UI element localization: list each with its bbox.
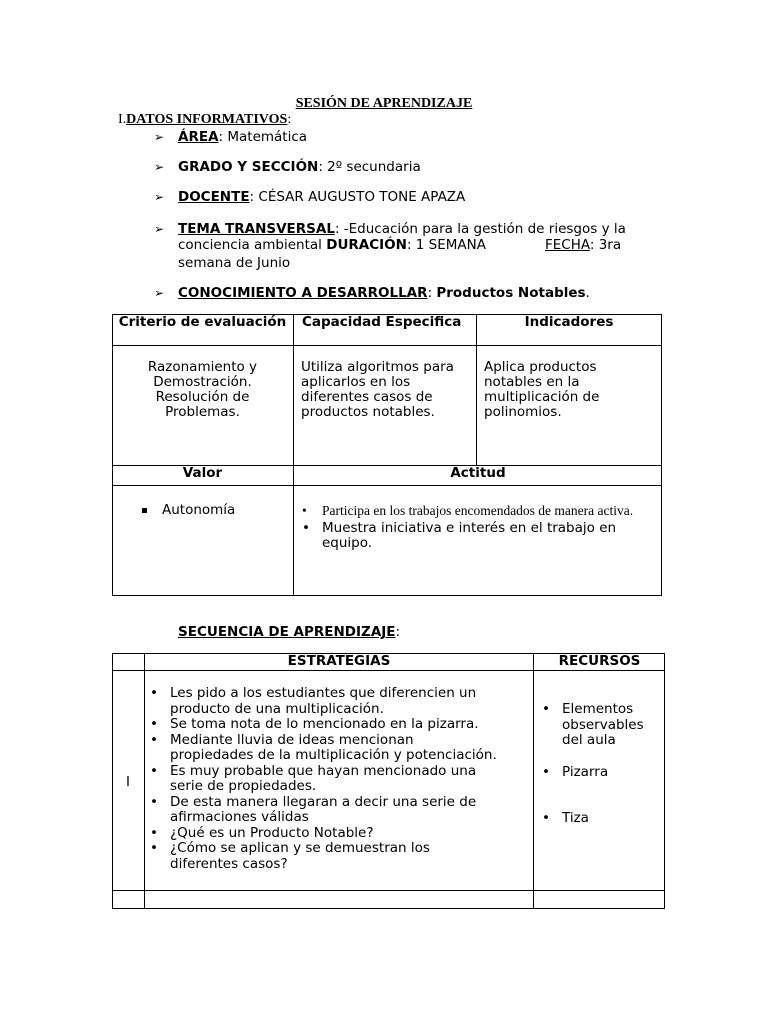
bullet-icon: • <box>542 763 550 780</box>
bullet-icon: • <box>150 840 158 856</box>
header-indicadores: Indicadores <box>524 314 614 330</box>
bullet-icon: • <box>150 762 158 779</box>
recursos-list <box>540 702 660 827</box>
secuencia-table <box>112 653 665 909</box>
valor-list <box>140 503 290 519</box>
arrow-bullet-icon: ➢ <box>154 222 165 236</box>
list-item: • Elementos observables del aula <box>542 701 644 748</box>
info-fecha: FECHA: 3ra <box>545 237 622 253</box>
list-item: Autonomía <box>140 503 290 519</box>
list-item: • De esta manera llegaran a decir una serie de afirmaciones válidas <box>150 793 477 825</box>
list-item: • Es muy probable que hayan mencionado una serie de propiedades. <box>150 762 477 794</box>
header-recursos: RECURSOS <box>558 653 641 669</box>
row-label: I <box>126 774 130 790</box>
section-heading: I.DATOS INFORMATIVOS: <box>118 112 292 127</box>
actitud-list <box>300 503 640 552</box>
square-bullet-icon <box>142 508 147 513</box>
criterio-cell: Razonamiento y Demostración. Resolución de Problemas. <box>147 359 258 420</box>
list-item: • Se toma nota de lo mencionado en la pizarra. <box>150 716 479 732</box>
list-item: • Mediante lluvia de ideas mencionan propiedades de la multiplicación y potenciación. <box>150 731 497 763</box>
info-fecha-cont: semana de Junio <box>178 255 291 271</box>
list-item: • Participa en los trabajos encomendados de manera activa. <box>302 503 634 518</box>
page-title: SESIÓN DE APRENDIZAJE <box>295 96 473 111</box>
header-capacidad: Capacidad Especifica <box>302 314 462 330</box>
info-duracion: conciencia ambiental DURACIÓN: 1 SEMANA <box>178 237 486 253</box>
bullet-icon: • <box>302 503 307 518</box>
arrow-bullet-icon: ➢ <box>154 130 165 144</box>
list-item: • Muestra iniciativa e interés en el trabajo en equipo. <box>302 519 617 551</box>
list-item: • ¿Qué es un Producto Notable? <box>150 824 374 841</box>
header-actitud: Actitud <box>450 465 506 481</box>
bullet-icon: • <box>150 793 158 810</box>
indicadores-cell: Aplica productos notables en la multiplicación de polinomios. <box>484 359 600 420</box>
arrow-bullet-icon: ➢ <box>154 160 165 174</box>
header-criterio: Criterio de evaluación <box>118 314 287 330</box>
bullet-icon: • <box>150 824 158 841</box>
arrow-bullet-icon: ➢ <box>154 286 165 300</box>
list-item: • ¿Cómo se aplican y se demuestran los diferentes casos? <box>150 840 430 872</box>
bullet-icon: • <box>150 731 158 748</box>
header-estrategias: ESTRATEGIAS <box>287 653 391 669</box>
list-item: • Pizarra <box>542 763 609 780</box>
list-item: • Les pido a los estudiantes que diferencien un producto de una multiplicación. <box>150 685 477 717</box>
bullet-icon: • <box>542 810 550 826</box>
header-valor: Valor <box>182 465 223 481</box>
arrow-bullet-icon: ➢ <box>154 190 165 204</box>
capacidad-cell: Utiliza algoritmos para aplicarlos en los diferentes casos de productos notables. <box>301 359 454 420</box>
list-item: • Tiza <box>542 810 589 826</box>
bullet-icon: • <box>542 701 550 717</box>
secuencia-heading: SECUENCIA DE APRENDIZAJE: <box>178 624 401 640</box>
bullet-icon: • <box>150 716 158 732</box>
bullet-icon: • <box>150 685 158 701</box>
evaluation-table <box>112 314 662 596</box>
estrategias-list <box>148 686 498 872</box>
bullet-icon: • <box>302 519 310 536</box>
